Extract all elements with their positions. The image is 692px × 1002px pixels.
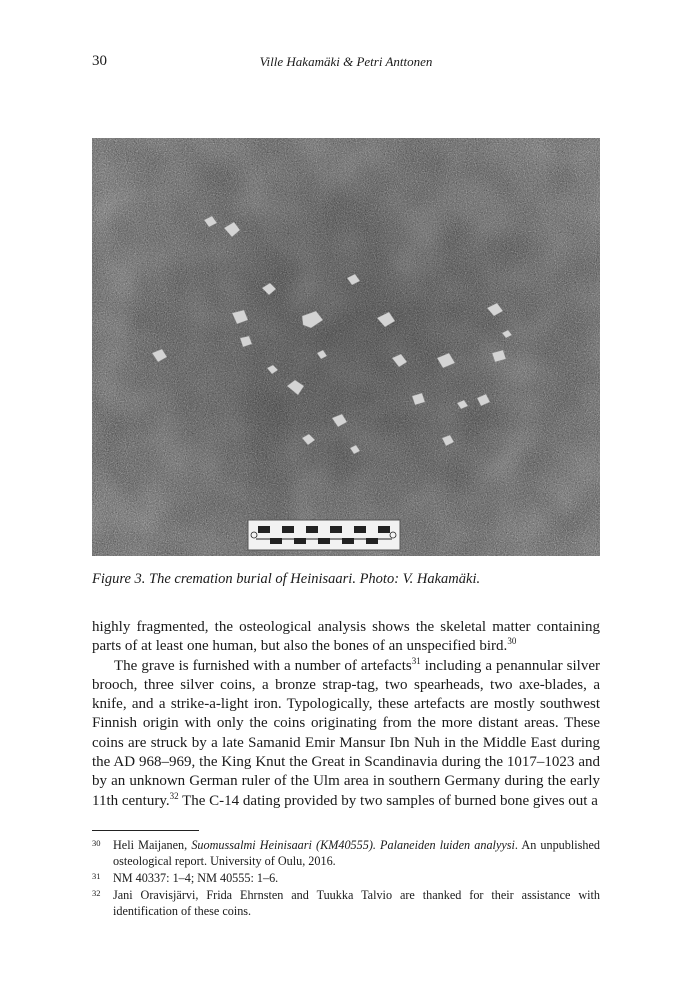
body-text: [92, 618, 600, 811]
paragraph: [92, 618, 600, 657]
running-head: Ville Hakamäki & Petri Anttonen: [259, 54, 433, 69]
footnote-text: NM 40337: 1–4; NM 40555: 1–6.: [113, 871, 279, 885]
figure-photo: [92, 138, 600, 556]
figure-caption: Figure 3. The cremation burial of Heinisaari. Photo: V. Hakamäki.: [92, 571, 481, 587]
footnote-rule: [92, 830, 199, 831]
footnotes: [92, 837, 600, 920]
paragraph-text: The C-14 dating provided by two samples of burned bone gives out a: [178, 792, 598, 809]
paragraph-text: including a penannular silver brooch, three silver coins, a bronze strap-tag, two spearheads, two axe-blades, a knife, and a strike-a-light iron. Typologically, these artefacts are mostly southwest Finnish origin with only the coins originating from the more distant areas. These coins are struck by a late Samanid Emir Mansur Ibn Nuh in the Middle East during the AD 968–969, the King Knut the Great in Scandinavia during the 1017–1023 and by an unknown German ruler of the Ulm area in southern Germany during the early 11th century.: [92, 657, 600, 809]
footnote-ref: 32: [169, 790, 179, 801]
footnote-text-part: Heli Maijanen,: [113, 838, 192, 852]
footnote-text: Jani Oravisjärvi, Frida Ehrnsten and Tuukka Talvio are thanked for their assistance with identification of these coins.: [113, 888, 600, 918]
footnote-ref: 30: [507, 636, 517, 647]
page-header: [92, 53, 600, 73]
paragraph: [92, 657, 600, 811]
scale-ruler: [248, 520, 400, 550]
footnote: [92, 887, 600, 919]
excavation-photo: [92, 138, 600, 556]
footnote-number: 30: [92, 838, 101, 848]
paragraph-text: highly fragmented, the osteological analysis shows the skeletal matter containing parts of at least one human, but also the bones of an unspecified bird.: [92, 619, 600, 655]
paragraph-text: The grave is furnished with a number of artefacts: [114, 657, 412, 674]
footnote-number: 32: [92, 888, 101, 898]
footnote: [92, 870, 600, 886]
footnote-number: 31: [92, 871, 101, 881]
footnote-ref: 31: [411, 655, 421, 666]
footnote-title: Suomussalmi Heinisaari (KM40555). Palaneiden luiden analyysi: [191, 838, 515, 852]
page-number: 30: [92, 53, 107, 69]
footnote-text: [113, 837, 600, 869]
footnote-text-part: . An unpublished osteological report. University of Oulu, 2016.: [113, 838, 600, 868]
footnote: [92, 837, 600, 869]
